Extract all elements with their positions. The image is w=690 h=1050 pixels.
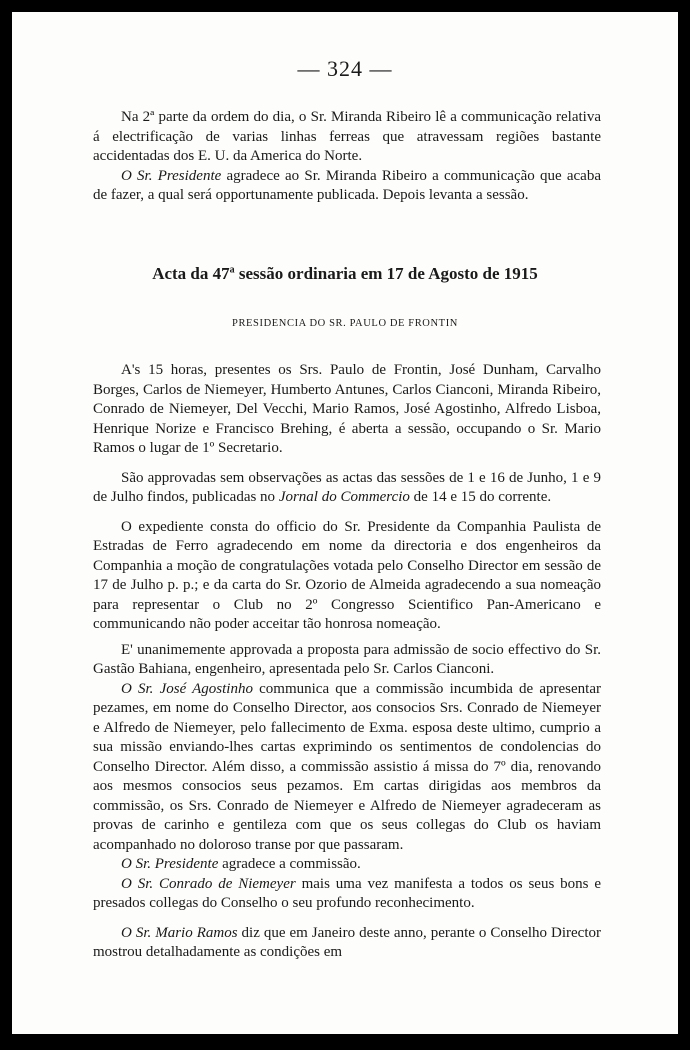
presidency-line: PRESIDENCIA DO SR. PAULO DE FRONTIN bbox=[232, 318, 458, 329]
paragraph-approval: São approvadas sem observações as actas das sessões de 1 e 16 de Junho, 1 e 9 de Julho findos, publicadas no Jornal do Commercio de 14 e 15 do corrente. bbox=[93, 469, 601, 505]
page-number: — 324 — bbox=[297, 56, 393, 81]
journal-name: Jornal do Commercio bbox=[278, 489, 410, 505]
minutes-body bbox=[93, 361, 601, 963]
paragraph-mario-ramos: O Sr. Mario Ramos diz que em Janeiro deste anno, perante o Conselho Director mostrou detalhadamente as condições em bbox=[93, 924, 601, 960]
paragraph-attendance: A's 15 horas, presentes os Srs. Paulo de Frontin, José Dunham, Carvalho Borges, Carlos de Niemeyer, Humberto Antunes, Carlos Cianconi, Miranda Ribeiro, Conrado de Niemeyer, Del Vecchi, Mario Ramos, José Agostinho, Alfredo Lisboa, Henrique Norize e Francisco Brehing, é aberta a sessão, occupando o Sr. Mario Ramos o lugar de 1º Secretario. bbox=[93, 362, 601, 456]
paragraph-niemeyer: O Sr. Conrado de Niemeyer mais uma vez manifesta a todos os seus bons e presados collegas do Conselho o seu profundo reconhecimento. bbox=[93, 875, 602, 911]
speaker-name: O Sr. Mario Ramos bbox=[121, 924, 238, 941]
paragraph-correspondence: O expediente consta do officio do Sr. Presidente da Companhia Paulista de Estradas de Ferro agradecendo em nome da directoria e dos engenheiros da Companhia a moção de congratulações votada pelo Conselho Director em sessão de 17 de Julho p. p.; e da carta do Sr. Ozorio de Almeida agradecendo a sua nomeação para representar o Club no 2º Congresso Scientifico Pan-Americano e communicando não poder acceitar tão honrosa nomeação. bbox=[93, 518, 601, 632]
speaker-name: O Sr. José Agostinho bbox=[121, 680, 253, 697]
intro-paragraph-2 bbox=[93, 167, 601, 206]
paragraph-condolences: O Sr. José Agostinho communica que a commissão incumbida de apresentar pezames, em nome do Conselho Director, aos consocios Srs. Conrado de Niemeyer e Alfredo de Niemeyer, pelo fallecimento de Exma. esposa deste ultimo, cumprio a sua missão enviando-lhes cartas exprimindo os sentimentos de condolencias do Conselho Director. Além disso, a commissão assistio á missa do 7º dia, renovando aos mesmos consocios seus pezamos. Em cartas dirigidas aos membros da commissão, os Srs. Conrado de Niemeyer e Alfredo de Niemeyer agradeceram as provas de carinho e gentileza com que os seus collegas do Club os haviam acompanhado no doloroso transe por que passaram. bbox=[93, 680, 601, 853]
speaker-name: O Sr. Conrado de Niemeyer bbox=[121, 875, 296, 892]
speaker-name: O Sr. Presidente bbox=[121, 167, 222, 184]
speaker-name: O Sr. Presidente bbox=[121, 856, 219, 872]
paragraph-text: agradece ao Sr. Miranda Ribeiro a communicação que acaba de fazer, a qual será opportunamente publicada. Depois levanta a sessão. bbox=[93, 167, 601, 203]
paragraph-admission: E' unanimemente approvada a proposta para admissão de socio effectivo do Sr. Gastão Bahiana, engenheiro, apresentada pelo Sr. Carlos Cianconi. bbox=[93, 641, 601, 677]
document-page bbox=[12, 12, 678, 1034]
paragraph-president-thanks: O Sr. Presidente agradece a commissão. bbox=[121, 856, 361, 872]
intro-paragraph-1: Na 2ª parte da ordem do dia, o Sr. Miranda Ribeiro lê a communicação relativa á electrificação de varias linhas ferreas que atravessam regiões bastante accidentadas dos E. U. da America do Norte. bbox=[93, 109, 601, 164]
session-title: Acta da 47$^a$ sessão ordinaria em 17 de Agosto de 1915 bbox=[152, 264, 538, 283]
intro-section bbox=[93, 108, 601, 206]
